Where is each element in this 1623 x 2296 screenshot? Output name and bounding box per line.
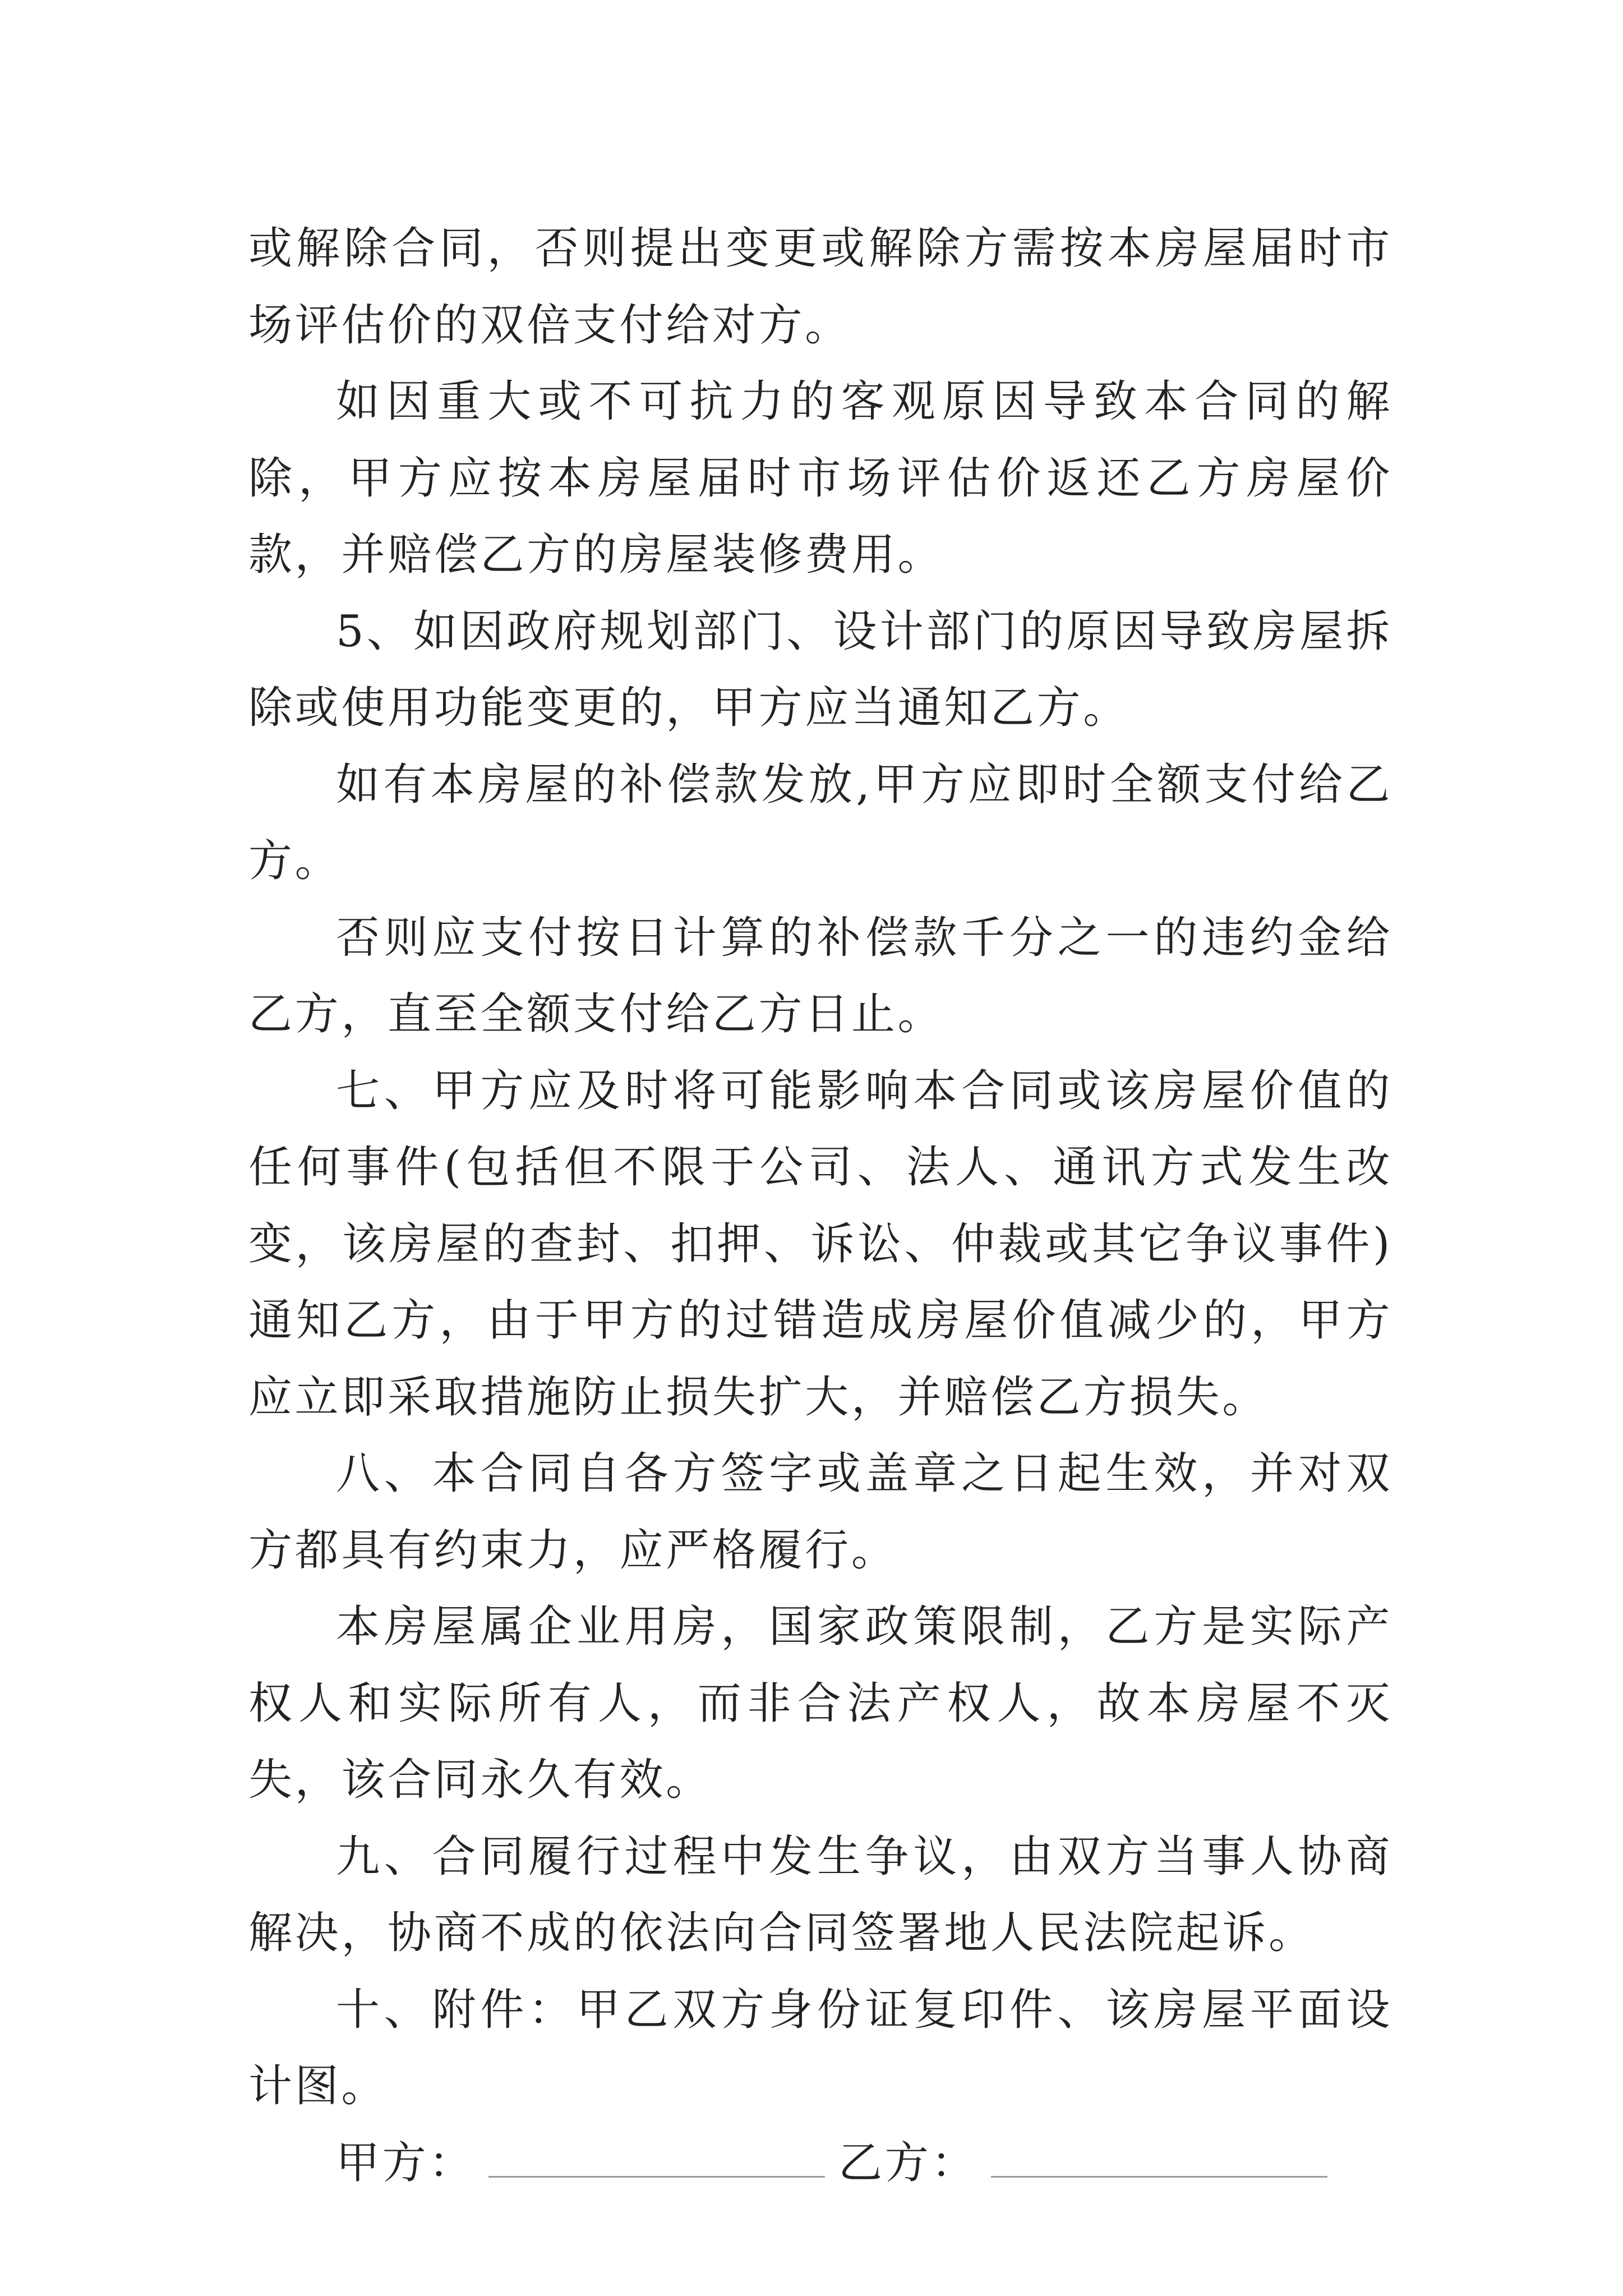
paragraph-clause-7: 七、甲方应及时将可能影响本合同或该房屋价值的任何事件(包括但不限于公司、法人、通讯方式发生改变，该房屋的查封、扣押、诉讼、仲裁或其它争议事件)通知乙方，由于甲方的过错造成房屋价值减少的，甲方应立即采取措施防止损失扩大，并赔偿乙方损失。 <box>248 1065 1393 1423</box>
paragraph-clause-9: 九、合同履行过程中发生争议，由双方当事人协商解决，协商不成的依法向合同签署地人民法院起诉。 <box>248 1831 1393 1958</box>
paragraph-force-majeure: 如因重大或不可抗力的客观原因导致本合同的解除，甲方应按本房屋届时市场评估价返还乙方房屋价款，并赔偿乙方的房屋装修费用。 <box>248 376 1393 580</box>
paragraph-clause-5: 5、如因政府规划部门、设计部门的原因导致房屋拆除或使用功能变更的，甲方应当通知乙方。 <box>248 606 1393 733</box>
paragraph-ownership: 本房屋属企业用房，国家政策限制，乙方是实际产权人和实际所有人，而非合法产权人，故本房屋不灭失，该合同永久有效。 <box>248 1602 1393 1805</box>
paragraph-compensation-payment: 如有本房屋的补偿款发放,甲方应即时全额支付给乙方。 <box>248 759 1393 886</box>
contract-body <box>248 210 1393 2201</box>
paragraph-clause-10-attachments: 十、附件：甲乙双方身份证复印件、该房屋平面设计图。 <box>248 1984 1393 2111</box>
party-b-signature-line <box>991 2142 1327 2178</box>
party-b-label: 乙方： <box>838 2137 978 2188</box>
signature-row <box>248 2125 1393 2202</box>
paragraph-clause-8: 八、本合同自各方签字或盖章之日起生效，并对双方都具有约束力，应严格履行。 <box>248 1448 1393 1576</box>
party-a-label: 甲方： <box>336 2137 476 2188</box>
paragraph-late-penalty: 否则应支付按日计算的补偿款千分之一的违约金给乙方，直至全额支付给乙方日止。 <box>248 912 1393 1039</box>
paragraph-termination-penalty: 或解除合同，否则提出变更或解除方需按本房屋届时市场评估价的双倍支付给对方。 <box>248 223 1393 351</box>
party-a-signature-line <box>488 2142 825 2178</box>
